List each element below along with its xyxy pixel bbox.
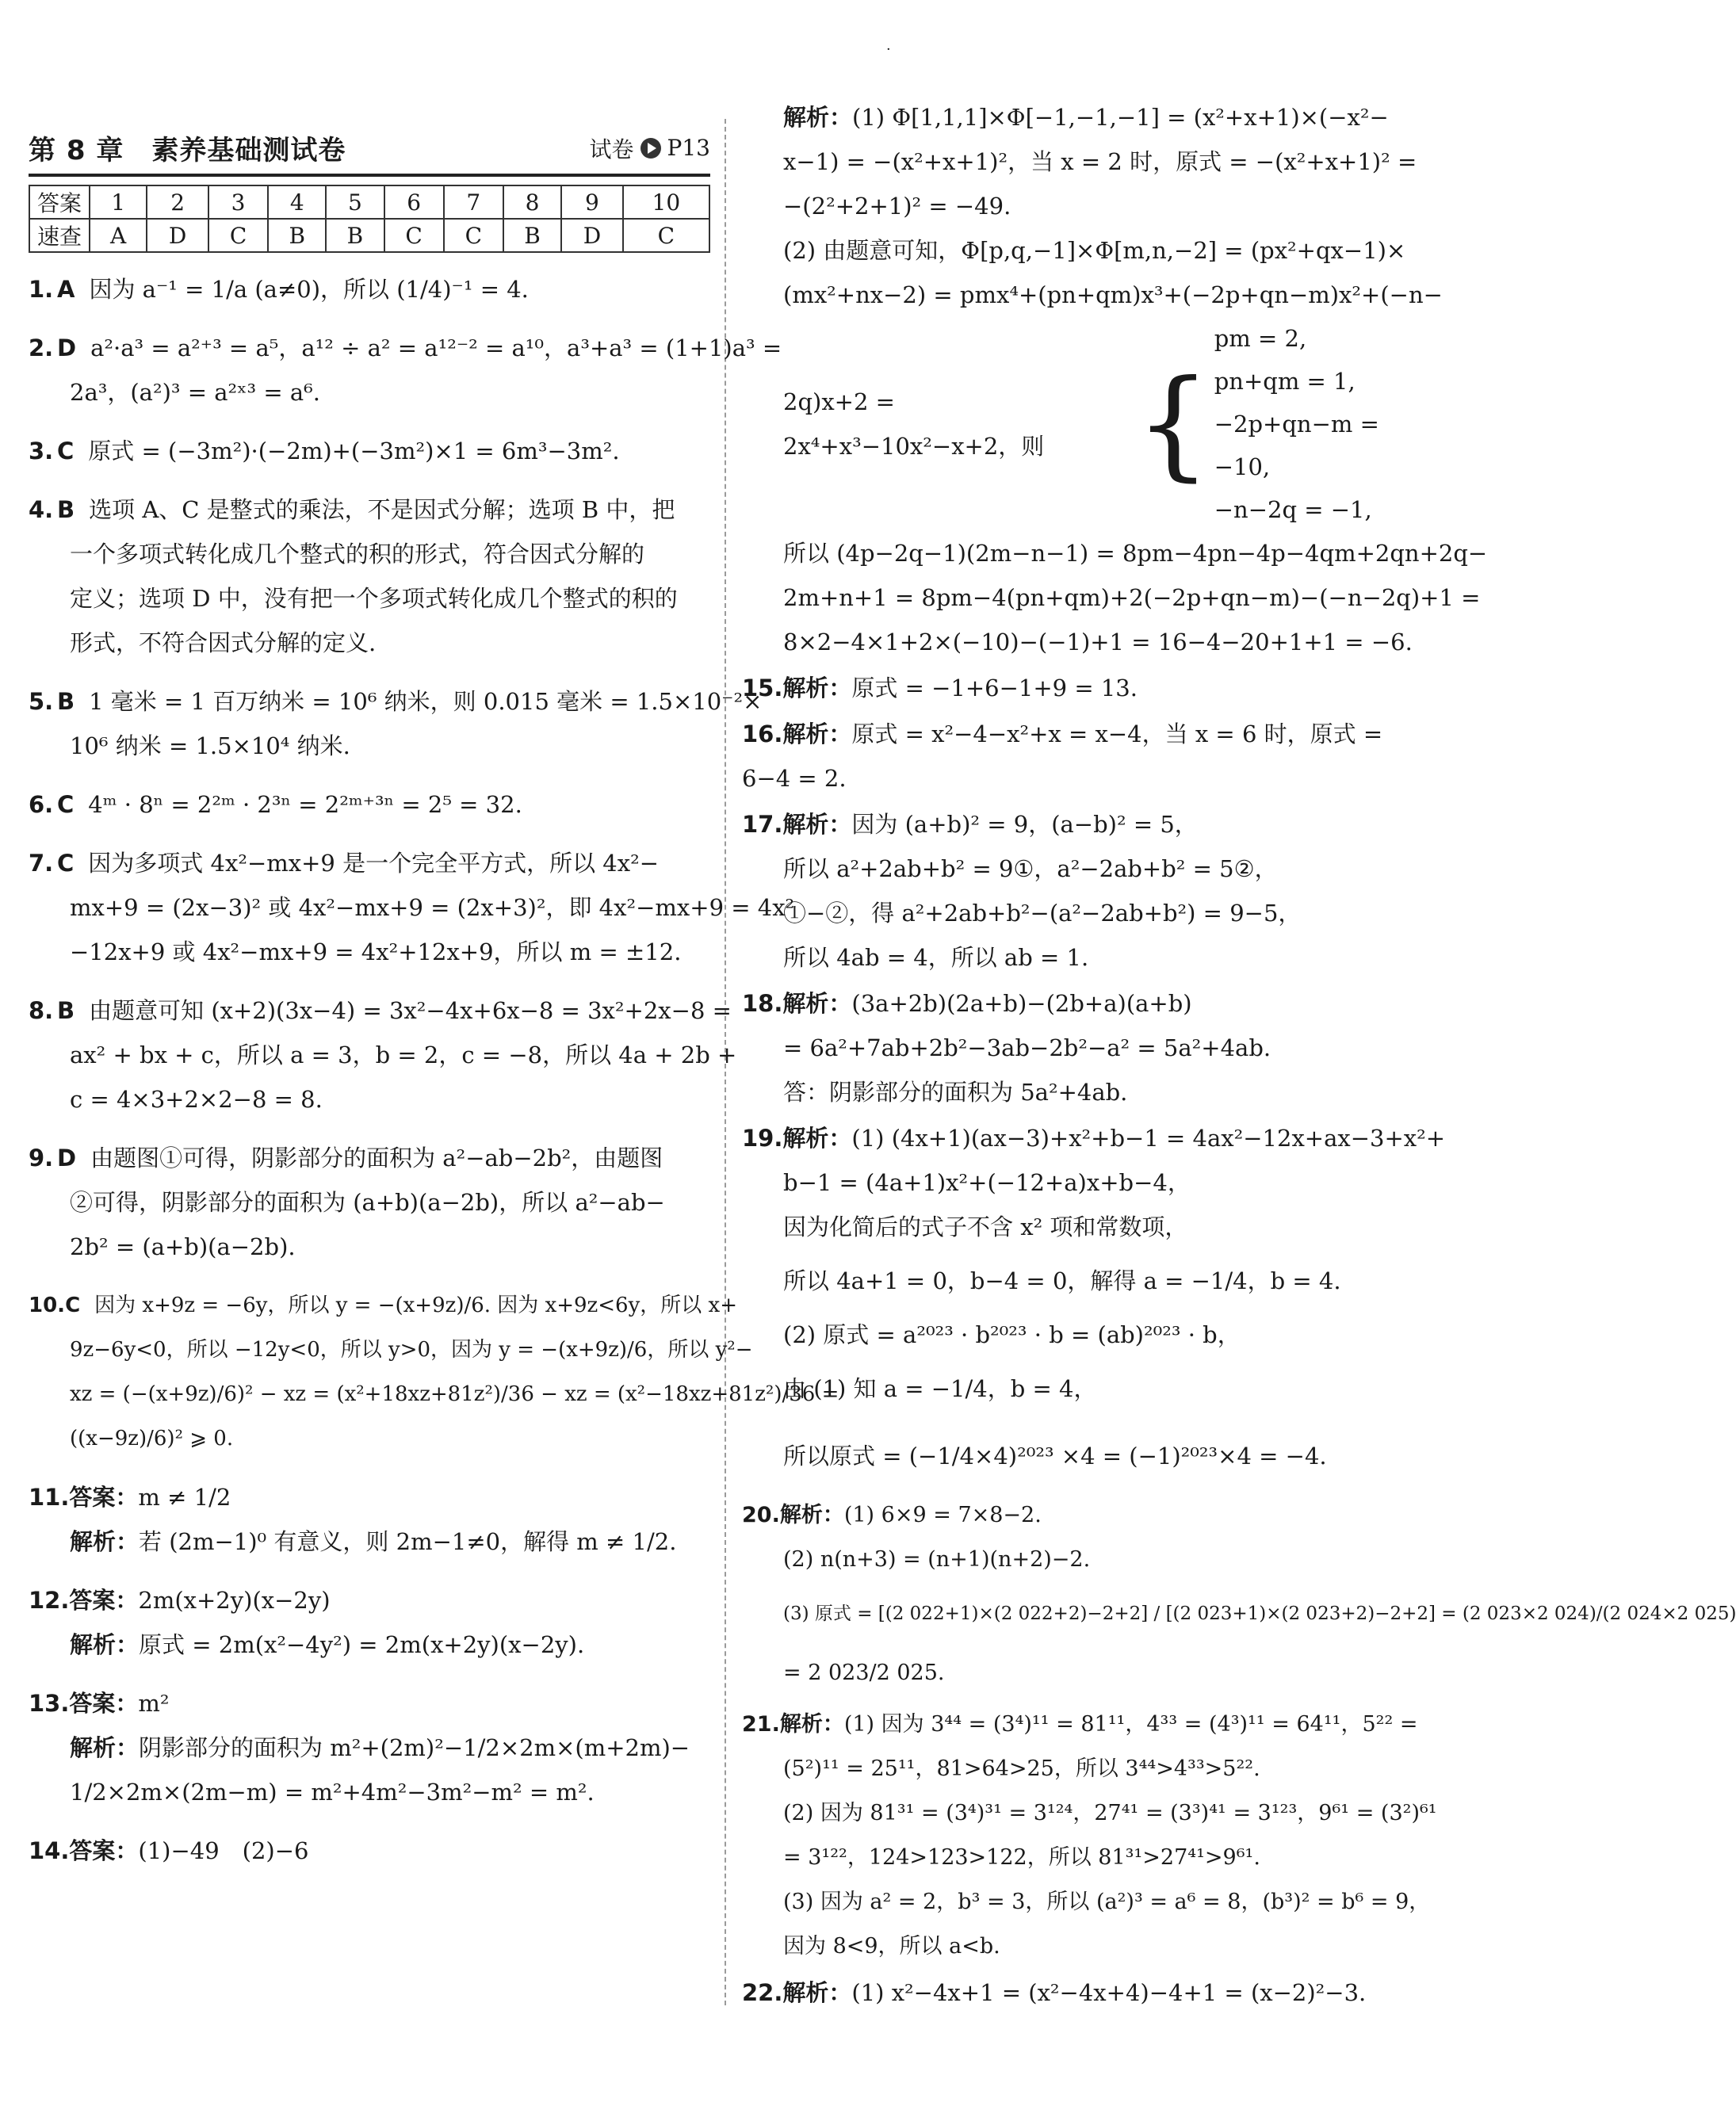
explanation-line: xz = (−(x+9z)/6)² − xz = (x²+18xz+81z²)/36 − xz = (x²−18xz+81z²)/36 = [70,1382,839,1406]
explanation-label: 解析： [782,675,852,701]
explanation-line: mx+9 = (2x−3)² 或 4x²−mx+9 = (2x+3)²，即 4x²−mx+9 = 4x² [70,894,795,921]
question-16 [742,712,1424,801]
question-6 [29,782,710,827]
explanation-line: (1) Φ[1,1,1]×Φ[−1,−1,−1] = (x²+x+1)×(−x²− [852,104,1389,131]
chapter-header [29,128,710,177]
question-number: 18. [742,990,783,1017]
explanation-line: 10⁶ 纳米 = 1.5×10⁴ 纳米. [70,732,350,759]
table-cell: D [147,219,208,252]
table-cell: 7 [444,185,503,219]
explanation-line: 原式 = x²−4−x²+x = x−4，当 x = 6 时，原式 = 6−4 = 2. [742,720,1383,792]
question-10 [29,1283,839,1461]
equation-line: pm = 2, [1214,325,1307,352]
question-number: 3. [29,438,54,464]
explanation-line: (1) 6×9 = 7×8−2. [843,1503,1042,1527]
explanation-label: 解析： [782,990,852,1017]
page-reference [590,132,710,164]
explanation-line: = 6a²+7ab+2b²−3ab−2b²−a² = 5a²+4ab. [783,1034,1271,1061]
explanation-line: 原式 = (−3m²)·(−2m)+(−3m²)×1 = 6m³−3m². [88,438,620,464]
explanation-label: 解析： [779,1712,844,1737]
quick-answer-table [29,185,710,253]
explanation-line: 所以 4ab = 4，所以 ab = 1. [783,944,1089,971]
chapter-title: 第 8 章 素养基础测试卷 [29,135,346,166]
question-22 [742,1970,1424,2015]
explanation-label: 解析： [779,1503,844,1527]
explanation-line: 因为 x+9z = −6y，所以 y = −(x+9z)/6. 因为 x+9z<6y，所以 x+ [94,1294,737,1317]
question-number: 14. [29,1837,70,1864]
question-11 [29,1475,710,1564]
explanation-line: 若 (2m−1)⁰ 有意义，则 2m−1≠0，解得 m ≠ 1/2. [139,1528,677,1555]
explanation-line: 定义；选项 D 中，没有把一个多项式转化成几个整式的积的 [70,585,678,612]
question-number: 13. [29,1690,70,1717]
explanation-line: 一个多项式转化成几个整式的积的形式，符合因式分解的 [70,541,645,568]
question-15 [742,666,1424,710]
answer-label: 答案： [69,1587,139,1614]
table-cell: 8 [503,185,561,219]
equation-system [742,317,1424,531]
table-cell: B [326,219,384,252]
explanation-line: 选项 A、C 是整式的乘法，不是因式分解；选项 B 中，把 [89,496,675,523]
table-cell: B [503,219,561,252]
question-number: 8. [29,997,54,1024]
question-20 [742,1493,1736,1701]
question-number: 7. [29,850,54,877]
explanation-line: 8×2−4×1+2×(−10)−(−1)+1 = 16−4−20+1+1 = −6. [783,629,1413,655]
question-19 [742,1116,1446,1492]
explanation-line: x−1) = −(x²+x+1)²，当 x = 2 时，原式 = −(x²+x+1)² = [783,148,1417,175]
explanation-line: (1) (4x+1)(ax−3)+x²+b−1 = 4ax²−12x+ax−3+x²+ [851,1125,1446,1152]
right-column [742,95,1736,2015]
explanation-label: 解析： [782,720,852,747]
explanation-line: 因为化简后的式子不含 x² 项和常数项， [783,1214,1188,1240]
question-number: 4. [29,496,54,523]
explanation-line: 2m+n+1 = 8pm−4(pn+qm)+2(−2p+qn−m)−(−n−2q)+1 = [783,584,1481,611]
explanation-line: 所以 4a+1 = 0，b−4 = 0，解得 a = −1/4，b = 4. [783,1267,1341,1294]
table-cell: 3 [208,185,268,219]
explanation-line: 2b² = (a+b)(a−2b). [70,1233,296,1260]
explanation-line: 1/2×2m×(2m−m) = m²+4m²−3m²−m² = m². [70,1779,595,1806]
explanation-line: 1 毫米 = 1 百万纳米 = 10⁶ 纳米，则 0.015 毫米 = 1.5×10⁻²× [89,688,763,715]
table-cell: C [384,219,444,252]
question-number: 9. [29,1145,54,1171]
explanation-line: (2) n(n+3) = (n+1)(n+2)−2. [783,1547,1091,1572]
explanation-line: 所以 (4p−2q−1)(2m−n−1) = 8pm−4pn−4p−4qm+2qn+2q− [783,540,1488,567]
question-number: 12. [29,1587,70,1614]
answer-key: B [57,997,75,1024]
question-18 [742,981,1424,1114]
explanation-line: (3) 因为 a² = 2，b³ = 3，所以 (a²)³ = a⁶ = 8，(b³)² = b⁶ = 9， [783,1890,1431,1914]
answer-label: 答案： [69,1690,139,1717]
answer-value: m² [138,1690,170,1717]
answer-key: B [57,496,75,523]
explanation-line: 2a³，(a²)³ = a²ˣ³ = a⁶. [70,379,320,406]
table-cell: C [623,219,709,252]
question-number: 5. [29,688,54,715]
question-8 [29,988,737,1122]
answer-value: (1)−49 (2)−6 [138,1837,309,1864]
equation-lead: 2q)x+2 = 2x⁴+x³−10x²−x+2，则 [783,388,1045,460]
explanation-line: (2) 因为 81³¹ = (3⁴)³¹ = 3¹²⁴，27⁴¹ = (3³)⁴¹ = 3¹²³，9⁶¹ = (3²)⁶¹ [783,1801,1437,1825]
question-number: 22. [742,1979,783,2006]
explanation-line: 由题图①可得，阴影部分的面积为 a²−ab−2b²，由题图 [90,1145,663,1171]
explanation-line: (2) 原式 = a²⁰²³ · b²⁰²³ · b = (ab)²⁰²³ · b， [783,1321,1241,1348]
table-cell: 5 [326,185,384,219]
answer-key: B [57,688,75,715]
explanation-line: (2) 由题意可知，Φ[p,q,−1]×Φ[m,n,−2] = (px²+qx−1)× [783,237,1406,264]
explanation-line: ax² + bx + c，所以 a = 3，b = 2，c = −8，所以 4a + 2b + [70,1042,737,1068]
explanation-line: 因为 (a+b)² = 9，(a−b)² = 5， [851,811,1198,838]
explanation-line: 原式 = −1+6−1+9 = 13. [851,675,1138,701]
question-7 [29,841,795,974]
explanation-line: 因为多项式 4x²−mx+9 是一个完全平方式，所以 4x²− [88,850,660,877]
brace-icon: { [1135,355,1211,493]
explanation-line: 原式 = 2m(x²−4y²) = 2m(x+2y)(x−2y). [139,1631,585,1658]
explanation-line: (1) x²−4x+1 = (x²−4x+4)−4+1 = (x−2)²−3. [851,1979,1367,2006]
answer-label: 答案： [69,1837,139,1864]
explanation-line: (3a+2b)(2a+b)−(2b+a)(a+b) [851,990,1192,1017]
explanation-line: 答：阴影部分的面积为 5a²+4ab. [783,1079,1128,1106]
table-cell: D [561,219,623,252]
explanation-line: 阴影部分的面积为 m²+(2m)²−1/2×2m×(m+2m)− [139,1734,690,1761]
explanation-line: (mx²+nx−2) = pmx⁴+(pn+qm)x³+(−2p+qn−m)x²+(−n− [783,281,1443,308]
explanation-line: ((x−9z)/6)² ⩾ 0. [70,1427,234,1451]
explanation-line: = 3¹²²，124>123>122，所以 81³¹>27⁴¹>9⁶¹. [783,1845,1260,1870]
explanation-line: 9z−6y<0，所以 −12y<0，所以 y>0，因为 y = −(x+9z)/6，所以 y²− [70,1338,753,1362]
answer-key: C [65,1294,81,1317]
explanation-label: 解析： [70,1528,140,1555]
explanation-label: 解析： [70,1734,140,1761]
table-row [29,219,709,252]
arrow-right-icon [640,138,661,159]
table-cell: 6 [384,185,444,219]
question-4 [29,487,710,665]
table-cell: 4 [268,185,326,219]
table-label: 速查 [29,219,90,252]
question-number: 1. [29,276,54,303]
table-label: 答案 [29,185,90,219]
explanation-line: 所以原式 = (−1/4×4)²⁰²³ ×4 = (−1)²⁰²³×4 = −4. [783,1443,1327,1470]
explanation-line: 所以 a²+2ab+b² = 9①，a²−2ab+b² = 5②， [783,855,1278,882]
explanation-line: 因为 8<9，所以 a<b. [783,1934,1000,1959]
answer-key: C [57,438,75,464]
question-number: 10. [29,1294,66,1317]
answer-key: A [57,276,75,303]
explanation-label: 解析： [782,1979,852,2006]
explanation-line: (1) 因为 3⁴⁴ = (3⁴)¹¹ = 81¹¹，4³³ = (4³)¹¹ = 64¹¹，5²² = [843,1712,1418,1737]
explanation-label: 解析： [783,104,853,131]
question-9 [29,1136,710,1269]
answer-key: C [57,791,75,818]
question-number: 17. [742,811,783,838]
question-1 [29,267,710,312]
question-12 [29,1578,710,1667]
explanation-line: −12x+9 或 4x²−mx+9 = 4x²+12x+9，所以 m = ±12. [70,938,682,965]
table-cell: 2 [147,185,208,219]
table-cell: 9 [561,185,623,219]
explanation-line: 由 (1) 知 a = −1/4，b = 4， [783,1375,1097,1402]
explanation-line: = 2 023/2 025. [783,1661,945,1685]
question-number: 6. [29,791,54,818]
explanation-label: 解析： [782,1125,852,1152]
table-cell: C [444,219,503,252]
question-number: 2. [29,334,54,361]
answer-key: D [57,1145,77,1171]
answer-value: m ≠ 1/2 [138,1484,231,1511]
explanation-line: b−1 = (4a+1)x²+(−12+a)x+b−4， [783,1169,1191,1196]
explanation-line: 因为 a⁻¹ = 1/a (a≠0)，所以 (1/4)⁻¹ = 4. [89,276,529,303]
equation-line: pn+qm = 1, [1214,368,1356,395]
question-21 [742,1703,1437,1969]
ref-page: P13 [667,135,710,161]
question-2 [29,326,782,415]
explanation-line: 4ᵐ · 8ⁿ = 2²ᵐ · 2³ⁿ = 2²ᵐ⁺³ⁿ = 2⁵ = 32. [88,791,522,818]
top-dot-mark: · [886,41,891,58]
answer-label: 答案： [69,1484,139,1511]
answer-key: D [57,334,77,361]
question-number: 20. [742,1503,780,1527]
explanation-line: 由题意可知 (x+2)(3x−4) = 3x²−4x+6x−8 = 3x²+2x−8 = [89,997,732,1024]
question-number: 16. [742,720,783,747]
explanation-line: ②可得，阴影部分的面积为 (a+b)(a−2b)，所以 a²−ab− [70,1189,665,1216]
question-number: 15. [742,675,783,701]
explanation-line: −(2²+2+1)² = −49. [783,193,1011,220]
answer-value: 2m(x+2y)(x−2y) [138,1587,331,1614]
explanation-line: ①−②，得 a²+2ab+b²−(a²−2ab+b²) = 9−5， [783,900,1302,927]
table-cell: A [90,219,147,252]
explanation-line: c = 4×3+2×2−8 = 8. [70,1086,323,1113]
question-17 [742,802,1424,980]
explanation-line: (5²)¹¹ = 25¹¹，81>64>25，所以 3⁴⁴>4³³>5²². [783,1756,1260,1781]
explanation-label: 解析： [782,811,852,838]
question-13 [29,1681,710,1814]
ref-prefix: 试卷 [589,136,634,162]
table-cell: C [208,219,268,252]
table-cell: 1 [90,185,147,219]
question-3 [29,429,710,473]
question-number: 21. [742,1712,780,1737]
question-14-explanation [742,95,1488,664]
question-number: 11. [29,1484,70,1511]
table-cell: 10 [623,185,709,219]
equation-line: −n−2q = −1, [1214,496,1372,523]
equation-line: −2p+qn−m = −10, [1214,411,1379,480]
table-cell: B [268,219,326,252]
equation-list [1214,317,1424,531]
question-14 [29,1829,710,1873]
explanation-label: 解析： [70,1631,140,1658]
explanation-line: (3) 原式 = [(2 022+1)×(2 022+2)−2+2] / [(2 023+1)×(2 023+2)−2+2] = (2 023×2 024)/(2 024×2 025) [783,1603,1736,1624]
answer-key: C [57,850,75,877]
explanation-line: 形式，不符合因式分解的定义. [70,629,377,656]
explanation-line: a²·a³ = a²⁺³ = a⁵，a¹² ÷ a² = a¹²⁻² = a¹⁰，a³+a³ = (1+1)a³ = [90,334,782,361]
question-number: 19. [742,1125,783,1152]
table-row [29,185,709,219]
